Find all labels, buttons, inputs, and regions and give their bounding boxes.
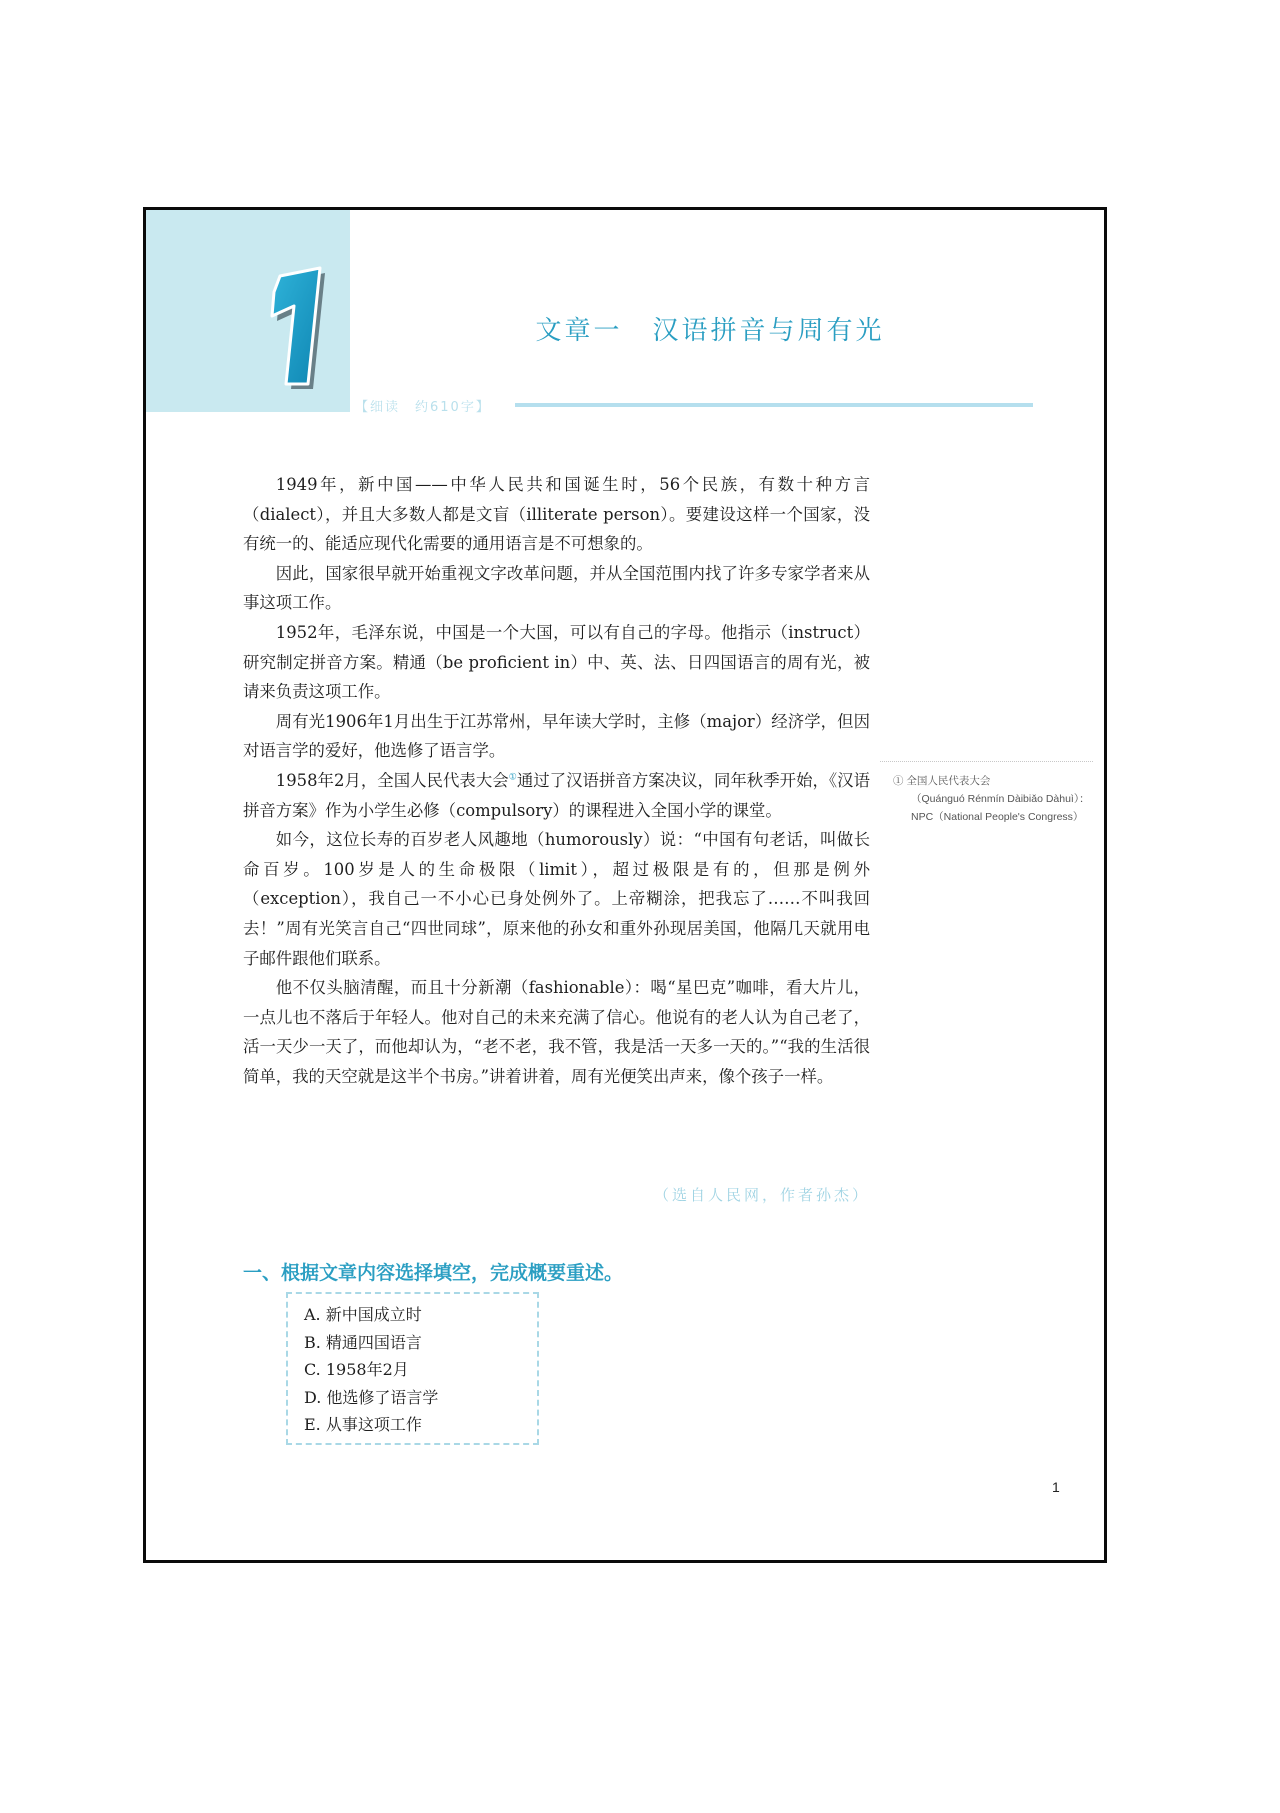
article-paragraph: 周有光1906年1月出生于江苏常州，早年读大学时，主修（major）经济学，但因对语言学的爱好，他选修了语言学。 <box>243 711 870 761</box>
footnote <box>893 772 1093 826</box>
paragraph-text: 1958年2月，全国人民代表大会 <box>275 770 509 790</box>
footnote-mark: ① <box>893 775 904 787</box>
article-title-main: 汉语拼音与周有光 <box>652 316 885 346</box>
paragraph-text: 通过了汉语拼音方案决议，同年秋季开始，《汉语拼音方案》作为小学生必修（compulsory）的课程进入全国小学的课堂。 <box>243 770 870 820</box>
exercise-title: 一、根据文章内容选择填空，完成概要重述。 <box>243 1262 624 1284</box>
options-box <box>286 1292 539 1445</box>
article-body <box>243 470 870 1091</box>
article-paragraph: 因此，国家很早就开始重视文字改革问题，并从全国范围内找了许多专家学者来从事这项工作。 <box>243 563 870 613</box>
article-source: （选自人民网，作者孙杰） <box>653 1186 870 1204</box>
article-paragraph: 1952年，毛泽东说，中国是一个大国，可以有自己的字母。他指示（instruct）研究制定拼音方案。精通（be proficient in）中、英、法、日四国语言的周有光，被请来负责这项工作。 <box>243 622 870 702</box>
reading-length-tag: 【细读 约610字】 <box>355 400 491 415</box>
article-paragraph: 他不仅头脑清醒，而且十分新潮（fashionable）：喝“星巴克”咖啡，看大片儿，一点儿也不落后于年轻人。他对自己的未来充满了信心。他说有的老人认为自己老了，活一天少一天了，而他却认为，“老不老，我不管，我是活一天多一天的。”“我的生活很简单，我的天空就是这半个书房。”讲着讲着，周有光便笑出声来，像个孩子一样。 <box>243 978 870 1086</box>
page-number: 1 <box>1052 1479 1060 1495</box>
option-e: E. 从事这项工作 <box>304 1415 422 1434</box>
footnote-marker[interactable]: ① <box>508 772 517 783</box>
lesson-number-graphic <box>250 262 330 392</box>
article-title-prefix: 文章一 <box>535 316 623 346</box>
sidenote-divider <box>880 761 1093 762</box>
option-c: C. 1958年2月 <box>304 1360 409 1379</box>
article-paragraph <box>243 766 870 825</box>
option-b: B. 精通四国语言 <box>304 1332 422 1352</box>
header-rule <box>515 403 1033 407</box>
article-paragraph: 1949年，新中国——中华人民共和国诞生时，56个民族，有数十种方言（dialect），并且大多数人都是文盲（illiterate person）。要建设这样一个国家，没有统一的、能适应现代化需要的通用语言是不可想象的。 <box>243 475 870 554</box>
article-paragraph: 如今，这位长寿的百岁老人风趣地（humorously）说：“中国有句老话，叫做长命百岁。100岁是人的生命极限（limit），超过极限是有的，但那是例外（exception），我自己一不小心已身处例外了。上帝糊涂，把我忘了……不叫我回去！”周有光笑言自己“四世同球”，原来他的孙女和重外孙现居美国，他隔几天就用电子邮件跟他们联系。 <box>243 830 870 968</box>
footnote-pinyin: （Quánguó Rénmín Dàibiǎo Dàhuì）：NPC（National People's Congress） <box>911 793 1090 823</box>
article-title <box>510 310 910 347</box>
footnote-term: 全国人民代表大会 <box>906 775 991 787</box>
option-d: D. 他选修了语言学 <box>304 1387 439 1407</box>
option-a: A. 新中国成立时 <box>304 1305 422 1324</box>
